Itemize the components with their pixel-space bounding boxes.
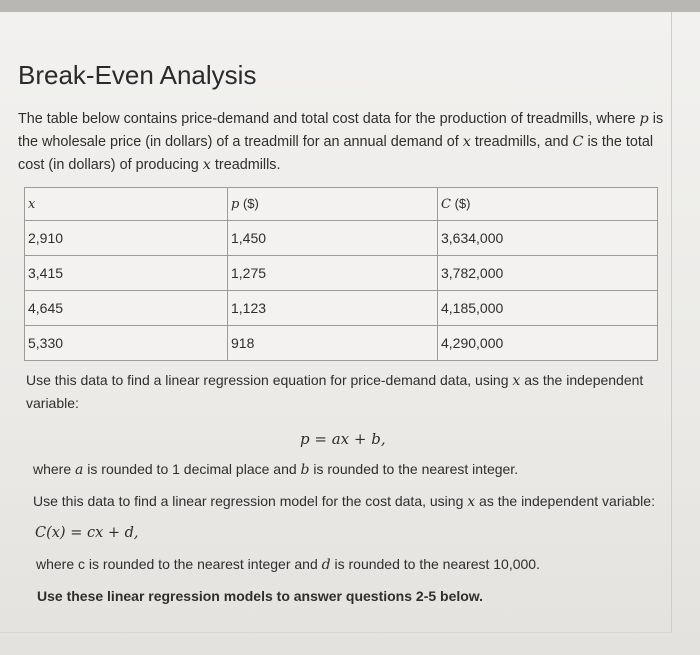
cell-p: 1,450: [228, 221, 438, 256]
header-x-var: x: [28, 197, 36, 212]
header-c: [438, 188, 658, 221]
q1-text-1: Use this data to find a linear regression equation for price-demand data, using: [26, 372, 513, 388]
cell-c: 4,185,000: [438, 291, 658, 326]
table-row: [25, 326, 658, 361]
table-row: [25, 221, 658, 256]
cell-x: 5,330: [25, 326, 228, 361]
header-c-var: C: [441, 197, 451, 212]
question-2: [33, 490, 673, 513]
intro-text-1: The table below contains price-demand and total cost data for the production of treadmills, where: [18, 111, 640, 127]
intro-text-4: is the total cost (in dollars) of producing: [18, 134, 654, 173]
var-c: C: [572, 134, 584, 150]
equation-price-demand: p = ax + b,: [300, 430, 386, 448]
rounding-note-1: [33, 458, 673, 481]
header-p: [228, 188, 438, 221]
cell-c: 4,290,000: [438, 326, 658, 361]
cell-x: 2,910: [25, 221, 228, 256]
q1-var-x: x: [512, 373, 521, 389]
cell-x: 4,645: [25, 291, 228, 326]
equation-cost: C(x) = cx + d,: [35, 525, 139, 541]
intro-text-2: is the wholesale price (in dollars) of a treadmill for an annual demand of: [18, 111, 664, 150]
q2-text-2: as the independent variable:: [475, 493, 655, 509]
intro-text-3: treadmills, and: [470, 134, 573, 150]
r1-var-a: a: [75, 462, 84, 478]
var-p: p: [639, 111, 649, 127]
table-row: [25, 256, 658, 291]
header-c-unit: ($): [454, 196, 471, 211]
r1-text-3: is rounded to the nearest integer.: [309, 461, 519, 477]
header-x: [25, 188, 228, 221]
rounding-note-2: [36, 553, 676, 576]
r2-text-2: is rounded to the nearest 10,000.: [330, 556, 540, 572]
table-row: [25, 291, 658, 326]
r2-var-d: d: [321, 557, 331, 573]
intro-text-5: treadmills.: [210, 157, 281, 173]
intro-paragraph: [18, 108, 678, 177]
header-p-unit: ($): [242, 196, 259, 211]
r1-var-b: b: [300, 462, 310, 478]
table-header-row: [25, 188, 658, 221]
cell-c: 3,634,000: [438, 221, 658, 256]
question-1: [26, 369, 666, 414]
page: [0, 12, 700, 655]
data-table: [24, 187, 658, 361]
r1-text-2: is rounded to 1 decimal place and: [83, 461, 301, 477]
var-x-2: x: [202, 157, 211, 173]
q2-text-1: Use this data to find a linear regression model for the cost data, using: [33, 493, 468, 509]
q2-var-x: x: [467, 494, 476, 510]
content-panel: [0, 12, 672, 633]
r2-text-1: where c is rounded to the nearest integer and: [36, 556, 322, 572]
footer-instruction: Use these linear regression models to answer questions 2-5 below.: [37, 588, 484, 604]
cell-p: 1,275: [228, 256, 438, 291]
cell-p: 918: [228, 326, 438, 361]
cell-p: 1,123: [228, 291, 438, 326]
header-p-var: p: [231, 197, 240, 212]
r1-text-1: where: [33, 461, 76, 477]
page-title: Break-Even Analysis: [18, 60, 257, 90]
q1-text-2: as the independent variable:: [26, 372, 644, 411]
cell-c: 3,782,000: [438, 256, 658, 291]
cell-x: 3,415: [25, 256, 228, 291]
var-x: x: [462, 134, 471, 150]
